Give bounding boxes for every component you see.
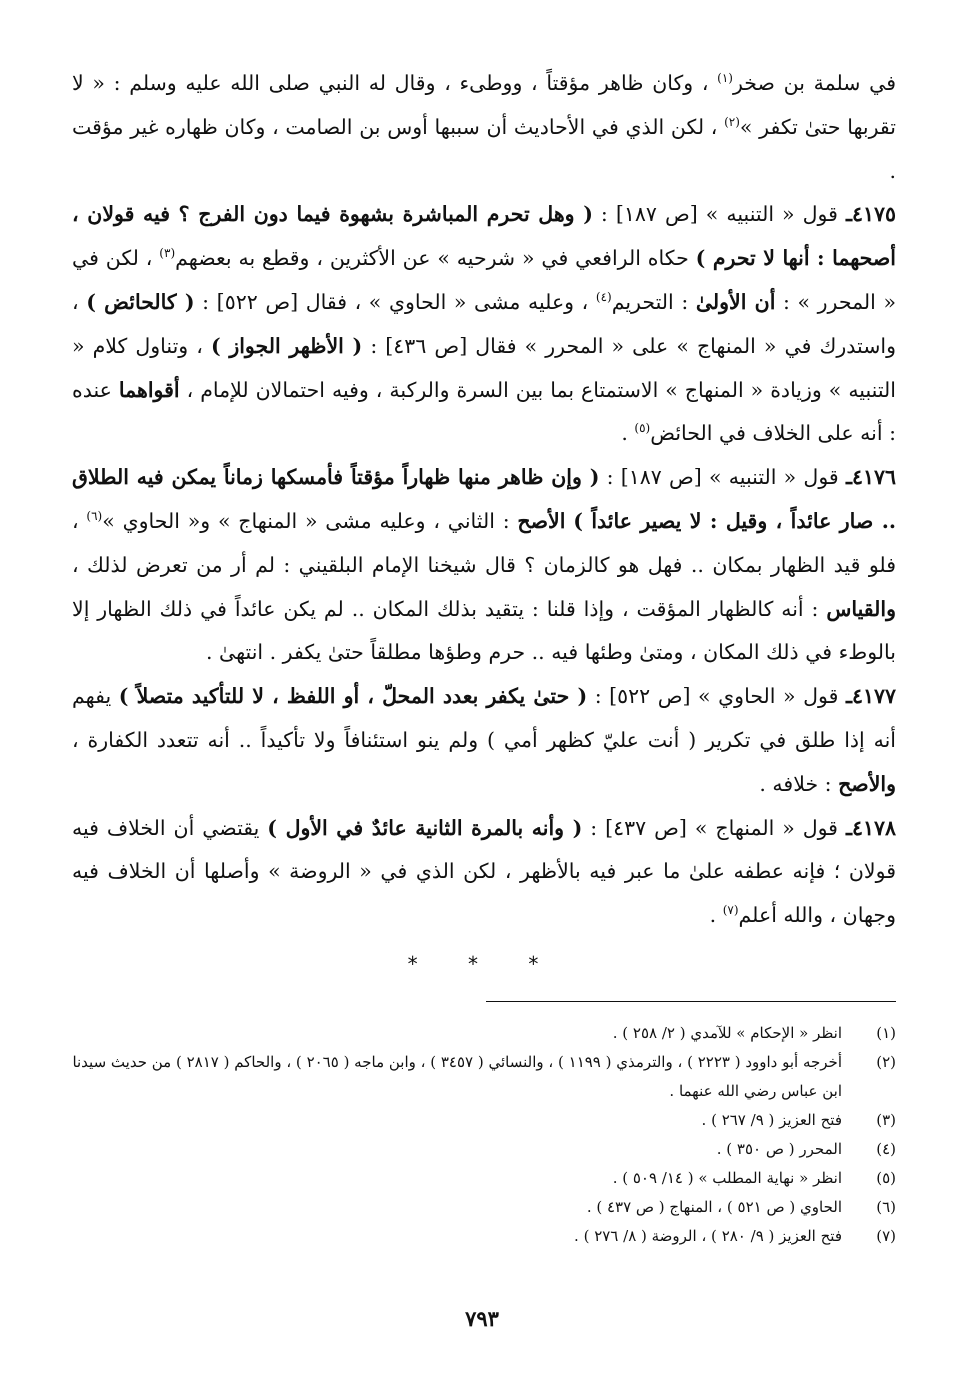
footnote-text: فتح العزيز ( ٩/ ٢٦٧ ) . [701,1111,842,1129]
footnote [72,1048,896,1106]
footnote-text: انظر « الإحكام » للآمدي ( ٢/ ٢٥٨ ) . [612,1024,842,1042]
text-run: . [709,903,723,928]
text-run: ، وعليه مشى « الحاوي » ، فقال [ص ٥٢٢] : [194,289,596,314]
footnote [72,1019,896,1048]
footnote-ref: (٦) [86,509,103,524]
footnote-text: الحاوي ( ص ٥٢١ ) ، المنهاج ( ص ٤٣٧ ) . [586,1198,842,1216]
text-run: . [621,421,635,446]
footnote-ref: (١) [717,71,733,86]
bold-text: ( وأنه بالمرة الثانية عائدٌ في الأول ) [267,815,583,840]
footnote-ref: (٣) [159,246,176,261]
footnote-number: (٣) [876,1111,896,1129]
text-run: : أنه كالظهار المؤقت ، وإذا قلنا : يتقيد بذلك المكان .. لم يكن عائداً في ذلك الظهار إلا بالوطء في ذلك المكان ، ومتىٰ وطئها فيه .. حرم وطؤها مطلقاً حتىٰ يكفر . انتهىٰ . [72,596,896,665]
footnote-ref: (٧) [722,903,739,918]
footnote-ref: (٢) [724,114,740,129]
text-run: قول « المنهاج » [ص ٤٣٧] : [582,815,846,840]
text-run: عنده : أنه على الخلاف في الحائض [72,377,896,446]
text-run: ، وتناول كلام « التنبيه » وزيادة « المنهاج » الاستمتاع بما بين السرة والركبة ، وفيه احتمالان للإمام ، [72,333,896,402]
bold-text: ٤١٧٧ـ [845,684,897,709]
bold-text: أقواهما [118,377,180,402]
footnote [72,1193,896,1222]
bold-text: ( الأظهر الجواز ) [210,333,363,358]
footnote-number: (١) [876,1024,896,1042]
footnote [72,1164,896,1193]
text-run: ، واستدرك في « المنهاج » على « المحرر » فقال [ص ٤٣٦] : [72,289,897,358]
bold-text: ( وهل تحرم المباشرة بشهوة فيما دون الفرج ؟ فيه قولان ، أصحهما : أنها لا تحرم ) [72,202,896,271]
bold-text: أن الأولىٰ [695,289,776,314]
footnote-number: (٧) [876,1227,896,1245]
paragraph [72,675,896,806]
text-run: : خلافه . [759,771,839,796]
text-run: : التحريم [611,289,696,314]
paragraph [72,456,896,675]
text-run: : الثاني ، وعليه مشى « المنهاج » و« الحاوي » [102,508,518,533]
paragraph [72,193,896,456]
text-run: قول « التنبيه » [ص ١٨٧] : [592,202,846,227]
text-run: يفهم أنه إذا طلق في تكرير ( أنت عليّ كظهر أمي ) ولم ينو استئنافاً ولا تأكيداً .. أنه تتعدد الكفارة ، [72,684,896,752]
bold-text: ( كالحائض ) [86,289,195,314]
bold-text: والأصح [838,771,896,796]
footnote-ref: (٥) [634,421,651,436]
text-run: ، وكان ظاهر مؤقتاً ، ووطىء ، وقال له النبي صلى الله عليه وسلم : « لا تقربها حتىٰ تكفر » [72,71,896,139]
footnote-text: أخرجه أبو داوود ( ٢٢٢٣ ) ، والترمذي ( ١١٩٩ ) ، والنسائي ( ٣٤٥٧ ) ، وابن ماجه ( ٢٠٦٥ ) ، والحاكم ( ٢٨١٧ ) من حديث سيدنا ابن عباس رضي الله عنهما . [72,1053,842,1100]
bold-text: والقياس [826,596,896,621]
footnote [72,1135,896,1164]
text-run: قول « الحاوي » [ص ٥٢٢] : [587,684,846,709]
footnote-number: (٢) [876,1053,896,1071]
paragraph [72,62,896,193]
footnote [72,1222,896,1251]
footnote-text: فتح العزيز ( ٩/ ٢٨٠ ) ، الروضة ( ٨/ ٢٧٦ ) . [574,1227,842,1245]
text-run: في سلمة بن صخر [732,71,897,95]
paragraph [72,807,896,938]
text-run: حكاه الرافعي في « شرحيه » عن الأكثرين ، وقطع به بعضهم [175,246,696,271]
footnotes [72,1019,896,1251]
bold-text: ٤١٧٥ـ [845,202,896,227]
footnote-ref: (٤) [595,290,612,305]
footnote-number: (٥) [876,1169,896,1187]
footnote-number: (٤) [876,1140,896,1158]
text-run: ، لكن في « المحرر » : [72,246,896,314]
bold-text: ٤١٧٦ـ [845,465,896,490]
text-run: يقتضي أن الخلاف فيه قولان ؛ فإنه عطفه علىٰ ما عبر فيه بالأظهر ، لكن الذي في « الروضة » وأصلها أن الخلاف فيه وجهان ، والله أعلم [72,815,896,928]
footnote-number: (٦) [876,1198,896,1216]
main-text [72,62,896,938]
footnote-text: المحرر ( ص ٣٥٠ ) . [716,1140,842,1158]
page-number: ٧٩٣ [465,1306,499,1331]
bold-text: ( حتىٰ يكفر بعدد المحلّ ، أو اللفظ ، لا للتأكيد متصلاً ) [118,684,588,709]
footnote-text: انظر « نهاية المطلب » ( ١٤/ ٥٠٩ ) . [612,1169,842,1187]
text-run: ، لكن الذي في الأحاديث أن سببها أوس بن الصامت ، وكان ظهاره غير مؤقت . [72,114,896,183]
bold-text: ( وإن ظاهر منها ظهاراً مؤقتاً فأمسكها زماناً يمكن فيه الطلاق .. صار عائداً ، وقيل : لا يصير عائداً ) [72,465,896,533]
footnote [72,1106,896,1135]
bold-text: ٤١٧٨ـ [845,815,896,840]
bold-text: الأصح [517,508,566,533]
text-run: ، فلو قيد الظهار بمكان .. فهل هو كالزمان ؟ قال شيخنا الإمام البلقيني : لم أر من تعرض لذلك ، [72,508,896,577]
text-run: قول « التنبيه » [ص ١٨٧] : [599,465,846,490]
footnote-rule [486,1001,896,1002]
section-separator: * * * [407,951,561,976]
